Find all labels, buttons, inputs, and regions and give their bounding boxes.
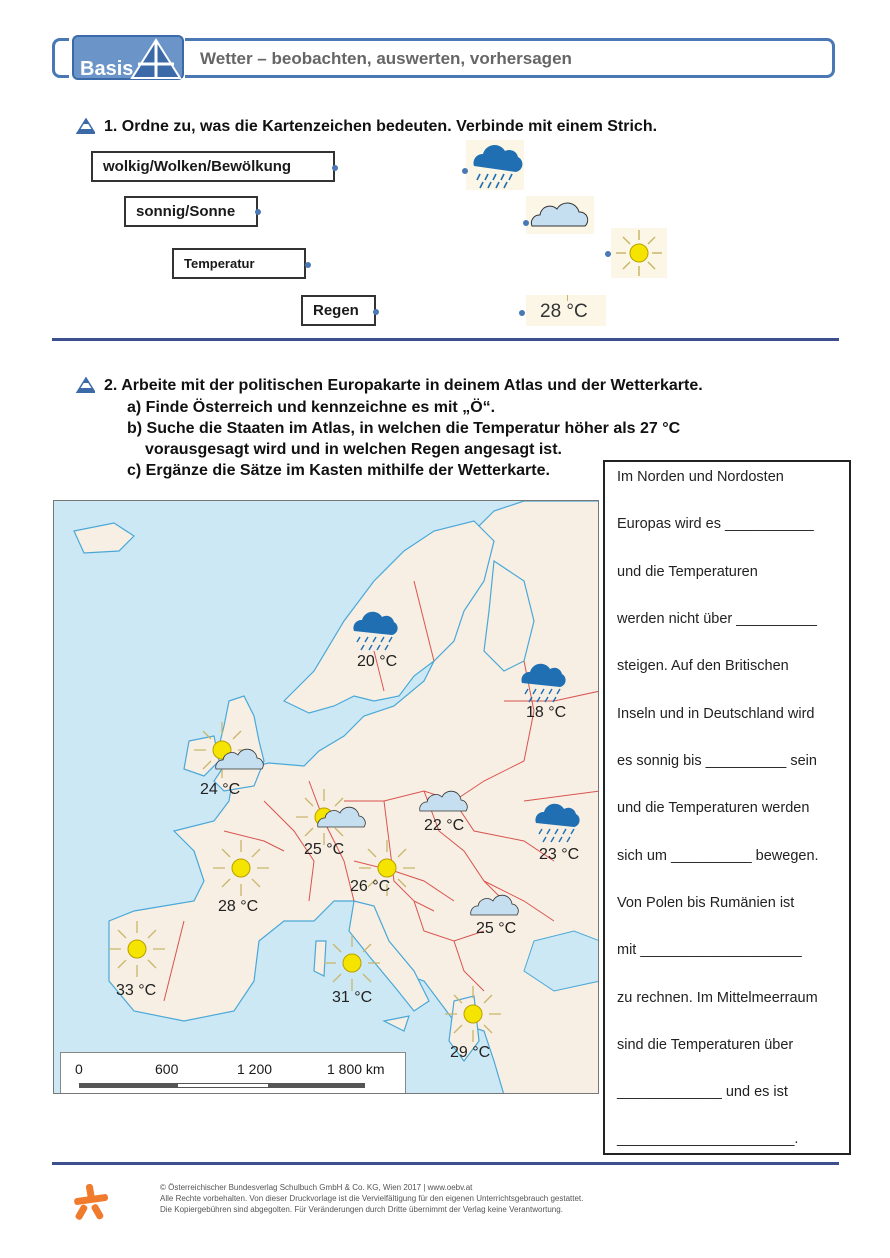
textbox-line: zu rechnen. Im Mittelmeerraum xyxy=(617,990,818,1006)
textbox-line[interactable]: _____________ und es ist xyxy=(617,1084,788,1100)
label-sonnig: sonnig/Sonne xyxy=(124,196,258,227)
temp-greece: 29 °C xyxy=(450,1044,491,1061)
connection-dot[interactable] xyxy=(305,262,311,268)
fill-in-text-box xyxy=(603,460,851,1155)
divider xyxy=(52,338,839,341)
label-regen: Regen xyxy=(301,295,376,326)
sun-icon xyxy=(611,228,667,278)
temperature-icon xyxy=(526,295,606,326)
badge-label: Basis xyxy=(80,58,134,80)
temp-germany: 25 °C xyxy=(304,841,345,858)
temp-france: 28 °C xyxy=(218,898,259,915)
page-title: Wetter – beobachten, auswerten, vorhersagen xyxy=(200,49,572,68)
europe-map-svg xyxy=(54,501,599,1094)
textbox-line: und die Temperaturen werden xyxy=(617,800,810,816)
task2-c: c) Ergänze die Sätze im Kasten mithilfe der Wetterkarte. xyxy=(127,462,550,479)
temp-ukraine: 23 °C xyxy=(539,846,580,863)
task1-number: 1 xyxy=(104,118,113,135)
task2-b2: vorausgesagt wird und in welchen Regen angesagt ist. xyxy=(145,441,562,458)
scale-label-1800: 1 800 km xyxy=(327,1061,385,1077)
rain-cloud-icon xyxy=(466,140,524,190)
weather-map xyxy=(53,500,599,1094)
footer-copyright: © Österreichischer Bundesverlag Schulbuch GmbH & Co. KG, Wien 2017 | www.oebv.at xyxy=(160,1183,473,1192)
textbox-line: Inseln und in Deutschland wird xyxy=(617,706,815,722)
scale-label-1200: 1 200 xyxy=(237,1061,273,1077)
textbox-line: Im Norden und Nordosten xyxy=(617,469,784,485)
task2-a: a) Finde Österreich und kennzeichne es mit „Ö“. xyxy=(127,399,496,416)
connection-dot[interactable] xyxy=(519,310,525,316)
level-triangle-icon xyxy=(75,377,95,393)
textbox-line[interactable]: werden nicht über __________ xyxy=(617,611,817,627)
textbox-line[interactable]: sich um __________ bewegen. xyxy=(617,848,819,864)
label-wolkig: wolkig/Wolken/Bewölkung xyxy=(91,151,335,182)
connection-dot[interactable] xyxy=(373,309,379,315)
connection-dot[interactable] xyxy=(462,168,468,174)
connection-dot[interactable] xyxy=(605,251,611,257)
textbox-line: Von Polen bis Rumänien ist xyxy=(617,895,795,911)
temp-spain: 33 °C xyxy=(116,982,157,999)
task2-title: 2. Arbeite mit der politischen Europakarte in deinem Atlas und der Wetterkarte. xyxy=(104,377,703,394)
cloud-icon xyxy=(526,196,594,234)
connection-dot[interactable] xyxy=(523,220,529,226)
task2-b1: b) Suche die Staaten im Atlas, in welchen die Temperatur höher als 27 °C xyxy=(127,420,681,437)
textbox-line[interactable]: Europas wird es ___________ xyxy=(617,516,814,532)
temp-austria: 26 °C xyxy=(350,878,391,895)
textbox-line: sind die Temperaturen über xyxy=(617,1037,794,1053)
textbox-line: steigen. Auf den Britischen xyxy=(617,658,789,674)
temp-italy: 31 °C xyxy=(332,989,373,1006)
level-triangle-icon xyxy=(130,38,182,80)
label-temperatur: Temperatur xyxy=(172,248,306,279)
connection-dot[interactable] xyxy=(332,165,338,171)
temp-icon-text: 28 °C xyxy=(540,301,588,322)
temp-scandinavia: 20 °C xyxy=(357,653,398,670)
temp-poland: 22 °C xyxy=(424,817,465,834)
textbox-line[interactable]: mit ____________________ xyxy=(617,942,802,958)
level-triangle-icon xyxy=(75,118,95,134)
temp-britain: 24 °C xyxy=(200,781,241,798)
task1-text: . Ordne zu, was die Kartenzeichen bedeuten. Verbinde mit einem Strich. xyxy=(112,118,658,135)
scale-bar xyxy=(60,1052,406,1094)
textbox-line[interactable]: es sonnig bis __________ sein xyxy=(617,753,817,769)
scale-label-0: 0 xyxy=(75,1061,83,1077)
textbox-line: und die Temperaturen xyxy=(617,564,758,580)
textbox-line[interactable]: ______________________. xyxy=(617,1131,799,1147)
connection-dot[interactable] xyxy=(255,209,261,215)
task1-heading xyxy=(104,118,657,136)
footer-disclaimer: Die Kopiergebühren sind abgegolten. Für Veränderungen durch Dritte übernimmt der Verlag keine Verantwortung. xyxy=(160,1205,563,1214)
footer-divider xyxy=(52,1162,839,1165)
temp-romania: 25 °C xyxy=(476,920,517,937)
temp-russia-north: 18 °C xyxy=(526,704,567,721)
footer-rights: Alle Rechte vorbehalten. Von dieser Druckvorlage ist die Vervielfältigung für den eigenen Unterrichtsgebrauch gestattet. xyxy=(160,1194,584,1203)
scale-label-600: 600 xyxy=(155,1061,179,1077)
publisher-logo-icon xyxy=(72,1182,110,1222)
